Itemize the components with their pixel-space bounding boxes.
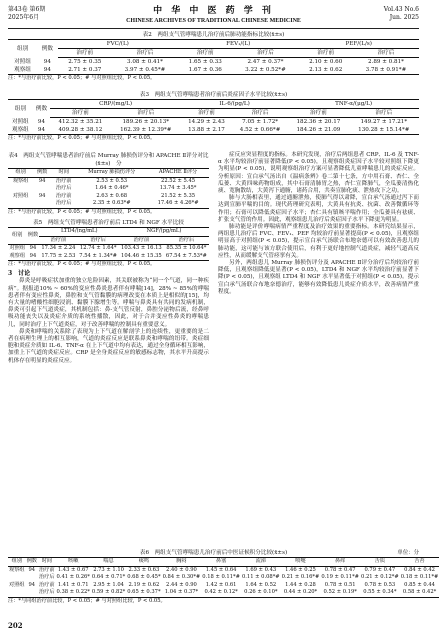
cell: 2.63 ± 0.68 xyxy=(96,192,128,199)
col-pre: 治疗前 xyxy=(50,236,67,243)
table-2-caption: 表2 两组支气管哮喘患儿治疗前后肺功能指标比较(x̄±s) xyxy=(142,32,285,38)
cell: 2.33 ± 0.63 xyxy=(128,566,160,573)
col-header: 鼻痒 xyxy=(320,558,360,567)
table-5-note: 注：*与治疗前比较，P < 0.05；# 与对照组比较，P < 0.05。 xyxy=(8,261,156,268)
table-row xyxy=(8,193,209,201)
cell: 94 xyxy=(28,566,36,573)
cell: 治疗前 xyxy=(55,177,72,184)
cell: 17.34 ± 2.24 xyxy=(41,245,76,252)
col-pre: 治疗前 xyxy=(58,49,112,58)
col-pre: 治疗前 xyxy=(133,236,150,243)
col-apache: APACHE Ⅱ评分 xyxy=(158,169,198,175)
col-n: 例数 xyxy=(36,169,48,175)
cell: 94 xyxy=(43,67,51,73)
cell: 3.97 ± 0.45*# xyxy=(124,67,166,73)
cell: 对照组 xyxy=(11,118,29,125)
cell: 2.71 ± 0.37 xyxy=(68,67,102,73)
cell: 观察组 xyxy=(12,177,29,184)
cell: 14.29 ± 2.43 xyxy=(188,119,225,125)
cell: 治疗后 xyxy=(55,200,72,207)
table-row xyxy=(8,177,209,185)
table-row xyxy=(8,589,439,597)
cell: 4.52 ± 0.66*# xyxy=(239,127,281,133)
cell: 1.46 ± 0.25 xyxy=(285,566,316,573)
cell: 观察组 xyxy=(9,252,26,259)
col-group: 组别 xyxy=(15,169,26,175)
cell: 2.10 ± 0.60 xyxy=(309,59,343,65)
cell xyxy=(8,200,33,208)
header-rule xyxy=(8,28,419,29)
cell: 0.84 ± 0.42 xyxy=(404,566,435,573)
table-3-note: 注：*与治疗前比较，P < 0.05；# 与对照组比较，P < 0.05。 xyxy=(8,135,156,141)
cell: 0.38 ± 0.22* xyxy=(56,589,90,596)
cell: 2.95 ± 1.04 xyxy=(93,581,124,588)
cell: 1.67 ± 0.36 xyxy=(188,67,222,73)
header-center xyxy=(8,6,419,25)
cell: 0.19 ± 0.11*# xyxy=(321,574,360,581)
cell: 3.08 ± 0.41* xyxy=(127,59,163,65)
cell: 2.89 ± 0.81* xyxy=(367,59,404,65)
paragraph: 肺与大肠相表里，通过通腑泄热，使肺气得以肃降，宣白承气汤通过泻下而达到宣肺平喘的目的。现代药理研究表明，大黄具有抗炎、抗菌、改善微循环等作用；石膏可以降低炎症因子水平；杏仁具有镇咳平喘作用；全瓜蒌具有祛痰、扩张支气管的作用。因此，观察组患儿治疗后炎症因子水平下降更为明显。 xyxy=(218,195,419,223)
cell: 2.35 ± 0.63*# xyxy=(92,200,131,207)
col-pre: 治疗前 xyxy=(50,109,110,118)
col-group: 组别 xyxy=(16,45,29,52)
col-pef: PEF/(L/s) xyxy=(298,40,419,49)
cell: 17.75 ± 2.53 xyxy=(41,252,76,259)
cell: 0.42 ± 0.12* xyxy=(204,589,238,596)
col-fvc: FVC/(L) xyxy=(58,40,178,49)
col-pre: 治疗前 xyxy=(178,49,232,58)
cell: 治疗后 xyxy=(55,185,72,192)
journal-title-cn: 中 华 中 医 药 学 刊 xyxy=(153,6,274,16)
cell: 67.54 ± 7.53*# xyxy=(165,252,207,259)
cell xyxy=(33,185,51,193)
table-3-caption: 表3 两组支气管哮喘患者治疗前后炎症因子水平比较(x̄±s) xyxy=(139,92,288,98)
cell: 1.04 ± 0.37* xyxy=(164,589,199,596)
page-header xyxy=(8,6,419,28)
cell: 0.78 ± 0.51 xyxy=(324,581,356,588)
cell: 治疗后 xyxy=(38,589,55,596)
col-fev1: FEV₁/(L) xyxy=(178,40,298,49)
col-header: 舌质 xyxy=(360,558,400,567)
cell: 1.64 ± 0.52 xyxy=(245,581,277,588)
cell: 2.75 ± 0.35 xyxy=(68,59,102,65)
table-6-unit: 单位：分 xyxy=(397,550,419,556)
col-pre: 治疗前 xyxy=(298,49,352,58)
cell: 治疗前 xyxy=(55,192,72,199)
cell: 0.84 ± 0.30*# xyxy=(162,574,201,581)
col-post: 治疗后 xyxy=(232,109,288,118)
right-column xyxy=(218,152,419,296)
col-group: 组别 xyxy=(12,232,23,239)
date-en: Jun. 2025 xyxy=(389,14,419,21)
cell: 观察组 xyxy=(9,566,25,573)
cell: 130.28 ± 15.14*# xyxy=(358,127,410,133)
col-pre: 治疗前 xyxy=(288,109,348,118)
col-post: 治疗后 xyxy=(178,236,195,243)
col-post: 治疗后 xyxy=(90,236,106,243)
cell: 0.52 ± 0.19* xyxy=(323,589,357,596)
col-header: 胸闷 xyxy=(162,558,202,567)
col-tnf: TNF-α/(μg/L) xyxy=(288,100,419,109)
col-header: 时间 xyxy=(38,558,56,567)
cell: 22.52 ± 5.45 xyxy=(161,177,196,184)
cell: 0.68 ± 0.45* xyxy=(127,574,161,581)
date-cn: 2025年6月 xyxy=(8,14,40,21)
col-n: 例数 xyxy=(27,232,39,239)
col-ltd4: LTD4/(ng/mL) xyxy=(39,227,119,236)
table-row xyxy=(8,58,419,67)
cell: 1.69 ± 0.43 xyxy=(245,566,277,573)
col-header: 咳嗽 xyxy=(56,558,91,567)
cell: 2.53 ± 0.53 xyxy=(96,177,128,184)
cell: 观察组 xyxy=(14,67,31,73)
col-header: 痰鸣 xyxy=(126,558,161,567)
cell: 0.55 ± 0.34* xyxy=(363,589,397,596)
table-row xyxy=(8,200,209,208)
cell: 1.44 ± 0.28 xyxy=(285,581,316,588)
cell: 2.40 ± 0.90 xyxy=(166,566,197,573)
cell: 1.65 ± 0.33 xyxy=(188,59,222,65)
cell: 21.52 ± 5.35 xyxy=(161,192,196,199)
cell: 94 xyxy=(43,58,51,65)
table-5 xyxy=(8,219,209,268)
cell: 3.78 ± 0.91*# xyxy=(365,67,407,73)
journal-title-en: CHINESE ARCHIVES OF TRADITIONAL CHINESE MEDICINE xyxy=(126,18,301,24)
col-ngf: NGF/(pg/mL) xyxy=(119,227,209,236)
col-il6: IL-6/(pg/L) xyxy=(181,100,288,109)
table-row xyxy=(8,574,439,582)
table-6-note: 注：*与同组治疗前比较，P < 0.05；# 与对照组比较，P < 0.05。 xyxy=(8,597,166,604)
col-group: 组别 xyxy=(14,105,26,112)
table-2 xyxy=(8,31,419,82)
cell xyxy=(26,589,38,597)
col-n: 例数 xyxy=(41,45,53,52)
paragraph: 鼻炎和哮喘的关系除了表现为上下气道在解剖学上的连续性，更重要的是二者在病理生理上的相互影响，气道的炎症反应是联系鼻炎和哮喘的纽带。炎症细胞和炎症介质如 IL-6、TNF-α 在上下气道中均有表达，通过全身循环相互影响，加重上下气道的炎症反应。CRP 是全身炎症反应的敏感标志物，其水平升高提示机体存在明显的炎症反应。 xyxy=(8,328,209,364)
col-murray: Murray 肺损伤评分 xyxy=(88,169,136,175)
cell: 治疗前 xyxy=(38,566,55,573)
cell xyxy=(8,185,33,193)
page-number: 202 xyxy=(8,621,23,630)
cell: 0.11 ± 0.08*# xyxy=(241,574,280,581)
cell: 0.85 ± 0.44 xyxy=(404,581,435,588)
cell: 0.65 ± 0.37* xyxy=(127,589,161,596)
cell: 94 xyxy=(37,127,46,133)
col-header: 流涕 xyxy=(241,558,281,567)
cell: 0.18 ± 0.11*# xyxy=(400,574,439,581)
cell xyxy=(33,200,51,208)
col-header: 舌苔 xyxy=(400,558,439,567)
col-n: 例数 xyxy=(35,105,48,112)
cell: 0.18 ± 0.11*# xyxy=(202,574,240,581)
cell xyxy=(8,589,26,597)
table-row xyxy=(8,253,209,261)
cell: 1.43 ± 0.67 xyxy=(57,566,89,573)
discussion-section xyxy=(8,270,209,364)
table-3 xyxy=(8,91,419,142)
cell: 对照组 xyxy=(9,245,26,252)
col-post: 治疗后 xyxy=(349,109,419,118)
cell: 2.47 ± 0.37* xyxy=(247,59,284,65)
cell: 94 xyxy=(29,252,37,259)
table-2-note: 注：*与治疗前比较，P < 0.05；# 与对照组比较，P < 0.05。 xyxy=(8,75,156,81)
cell: 1.45 ± 0.64 xyxy=(205,566,237,573)
cell: 1.41 ± 0.71 xyxy=(57,581,89,588)
cell: 94 xyxy=(37,118,46,125)
paragraph: 症反应突显程度的指标。本研究发现，治疗后两组患者 CRP、IL-6 及 TNF-α 水平均较治疗前显著降低(P < 0.05)，且观察组炎症因子水平较对照组下降更为明显(P < 0.05)，说明观察组治疗方案可显著降低儿童哮喘患儿的炎症反应。分析原因：宣白承气汤出自《温病条辨》卷二第十七条，方中用石膏、杏仁、全瓜蒌、大黄四味药物组成，其中石膏清肺胃之热，杏仁宣降肺气，全瓜蒌清热化痰、宽胸散结，大黄泻下通腑，诸药合用，共奏宣肺化痰、泄热攻下之功。 xyxy=(218,152,419,195)
cell: 0.41 ± 0.26* xyxy=(56,574,90,581)
col-header: 鼻塞 xyxy=(201,558,241,567)
col-pre: 治疗前 xyxy=(181,109,232,118)
volume-en: Vol.43 No.6 xyxy=(383,6,419,13)
cell: 0.59 ± 0.82* xyxy=(91,589,126,596)
table-5-caption: 表5 两组支气管哮喘患者治疗前后 LTD4 和 NGF 水平比较 xyxy=(33,219,184,226)
table-row xyxy=(8,245,209,253)
table-6-caption: 表6 两组支气管哮喘患儿治疗前后中医证候积分比较(x̄±s) xyxy=(139,550,288,556)
cell: 7.05 ± 1.72* xyxy=(242,119,279,125)
cell: 189.26 ± 20.13* xyxy=(122,119,170,125)
paragraph: 另外，两组患儿 Murray 肺损伤评分及 APACHE Ⅱ评分治疗后均较治疗前降低，且观察组降低更显著(P < 0.05)，LTD4 和 NGF 水平均较治疗前显著下降(P < 0.05)，且观察组 LTD4 和 NGF 水平显著低于对照组(P < 0.05)。提示宣白承气汤联合布地奈德治疗，能够有效降低患儿炎症介质水平，改善病情严重程度。 xyxy=(218,260,419,295)
cell: 观察组 xyxy=(11,127,29,133)
col-header: 例数 xyxy=(26,558,38,567)
cell: 412.32 ± 35.21 xyxy=(58,119,103,125)
cell: 对照组 xyxy=(14,58,31,65)
table-4-note: 注：*与治疗前比较，P < 0.05；# 与对照组比较，P < 0.05。 xyxy=(8,208,156,215)
cell: 0.78 ± 0.53 xyxy=(364,581,396,588)
cell: 治疗后 xyxy=(38,574,55,581)
cell: 0.44 ± 0.20* xyxy=(283,589,318,596)
table-row xyxy=(8,66,419,75)
cell: 对照组 xyxy=(12,192,29,199)
table-6 xyxy=(8,549,439,605)
table-row xyxy=(8,582,439,590)
cell: 104.46 ± 15.35 xyxy=(121,252,162,259)
cell: 0.58 ± 0.42* xyxy=(402,589,437,596)
cell: 149.27 ± 17.21* xyxy=(360,119,408,125)
cell: 0.64 ± 0.71* xyxy=(91,574,126,581)
cell xyxy=(26,574,38,582)
table-4-caption: 表4 两组支气管哮喘患者治疗前后 Murray 肺损伤评分和 APACHE Ⅱ评分对比(x̄±s) 分 xyxy=(8,153,209,167)
cell: 182.36 ± 20.17 xyxy=(296,119,341,125)
col-post: 治疗后 xyxy=(353,49,419,58)
header-right xyxy=(384,6,419,22)
cell: 94 xyxy=(38,177,46,184)
table-4 xyxy=(8,152,209,216)
col-crp: CRP/(mg/L) xyxy=(50,100,181,109)
cell: 94 xyxy=(38,192,46,199)
cell: 13.74 ± 3.45* xyxy=(159,185,197,192)
cell: 94 xyxy=(29,245,37,252)
table-row xyxy=(8,185,209,193)
cell: 1.42 ± 0.61 xyxy=(205,581,237,588)
col-header: 喷嚏 xyxy=(281,558,321,567)
cell xyxy=(8,574,26,582)
cell: 85.35 ± 10.64* xyxy=(166,245,207,252)
paragraph: 鼻炎是呼吸症状加重的独立危险因素，其关联被称为“同一个气道，同一种疾病”。据报道10% ~ 60%的变应性鼻炎患者伴有哮喘[14]，28% ~ 85%的哮喘患者伴有变应性鼻炎，鼻腔和支气管黏膜的病理改变在本质上是相似的[15]，均有大量的嗜酸性细胞浸润、黏膜下腺增生等。哮喘与鼻炎具有共同的发病机制，鼻炎可引起下气道炎症，其机制包括：鼻-支气管反射，鼻腔分泌物后流，经鼻呼吸功能丧失以及炎症介质的系统性播散，因此，对于合并变应性鼻炎的哮喘患儿，同时治疗上下气道炎症，对于改善哮喘的控制具有重要意义。 xyxy=(8,278,209,328)
cell: 184.26 ± 21.09 xyxy=(296,127,341,133)
col-header: 组别 xyxy=(8,558,26,567)
cell: 13.88 ± 2.17 xyxy=(188,127,225,133)
cell: 7.54 ± 1.34*# xyxy=(79,252,117,259)
table-row xyxy=(8,118,419,127)
cell: 94 xyxy=(28,581,36,588)
col-post: 治疗后 xyxy=(111,109,181,118)
col-post: 治疗后 xyxy=(232,49,298,58)
cell: 0.26 ± 0.10* xyxy=(244,589,278,596)
cell: 103.43 ± 16.13 xyxy=(121,245,162,252)
cell: 2.44 ± 0.90 xyxy=(166,581,197,588)
section-heading: 3 讨论 xyxy=(8,270,31,278)
paragraph: 肺功能是评价哮喘病情严重程度及治疗效果的重要指标。本研究结果显示，两组患儿治疗后 FVC、FEV₁、PEF 均较治疗前显著提高(P < 0.05)，且观察组明显高于对照组(P < 0.05)，提示宣白承气汤联合布地奈德可以有效改善患儿的肺功能，这可能与该方联合使用后，有利于更好地控制气道炎症，减轻气道高反应性，从而缓解支气管痉挛有关。 xyxy=(218,224,419,259)
volume-cn: 第43卷 第6期 xyxy=(8,6,46,13)
cell: 409.28 ± 38.12 xyxy=(58,127,103,133)
cell: 3.22 ± 0.52*# xyxy=(245,67,286,73)
cell: 0.79 ± 0.47 xyxy=(364,566,396,573)
table-row xyxy=(8,126,419,135)
cell: 2.13 ± 0.62 xyxy=(309,67,343,73)
col-time: 时间 xyxy=(58,169,69,175)
cell: 2.19 ± 0.62 xyxy=(128,581,160,588)
col-header: 喘息 xyxy=(91,558,126,567)
table-row xyxy=(8,566,439,574)
cell: 0.21 ± 0.16*# xyxy=(281,574,320,581)
col-post: 治疗后 xyxy=(112,49,178,58)
cell: 对照组 xyxy=(9,581,25,588)
cell: 治疗前 xyxy=(38,581,55,588)
cell: 2.73 ± 1.10 xyxy=(93,566,124,573)
cell: 0.21 ± 0.12*# xyxy=(361,574,399,581)
cell: 17.46 ± 4.26*# xyxy=(157,200,199,207)
left-column xyxy=(8,152,209,365)
cell: 12.74 ± 1.64* xyxy=(79,245,117,252)
cell: 1.64 ± 0.46* xyxy=(95,185,129,192)
cell: 162.39 ± 12.39*# xyxy=(120,127,172,133)
cell: 0.78 ± 0.47 xyxy=(324,566,356,573)
